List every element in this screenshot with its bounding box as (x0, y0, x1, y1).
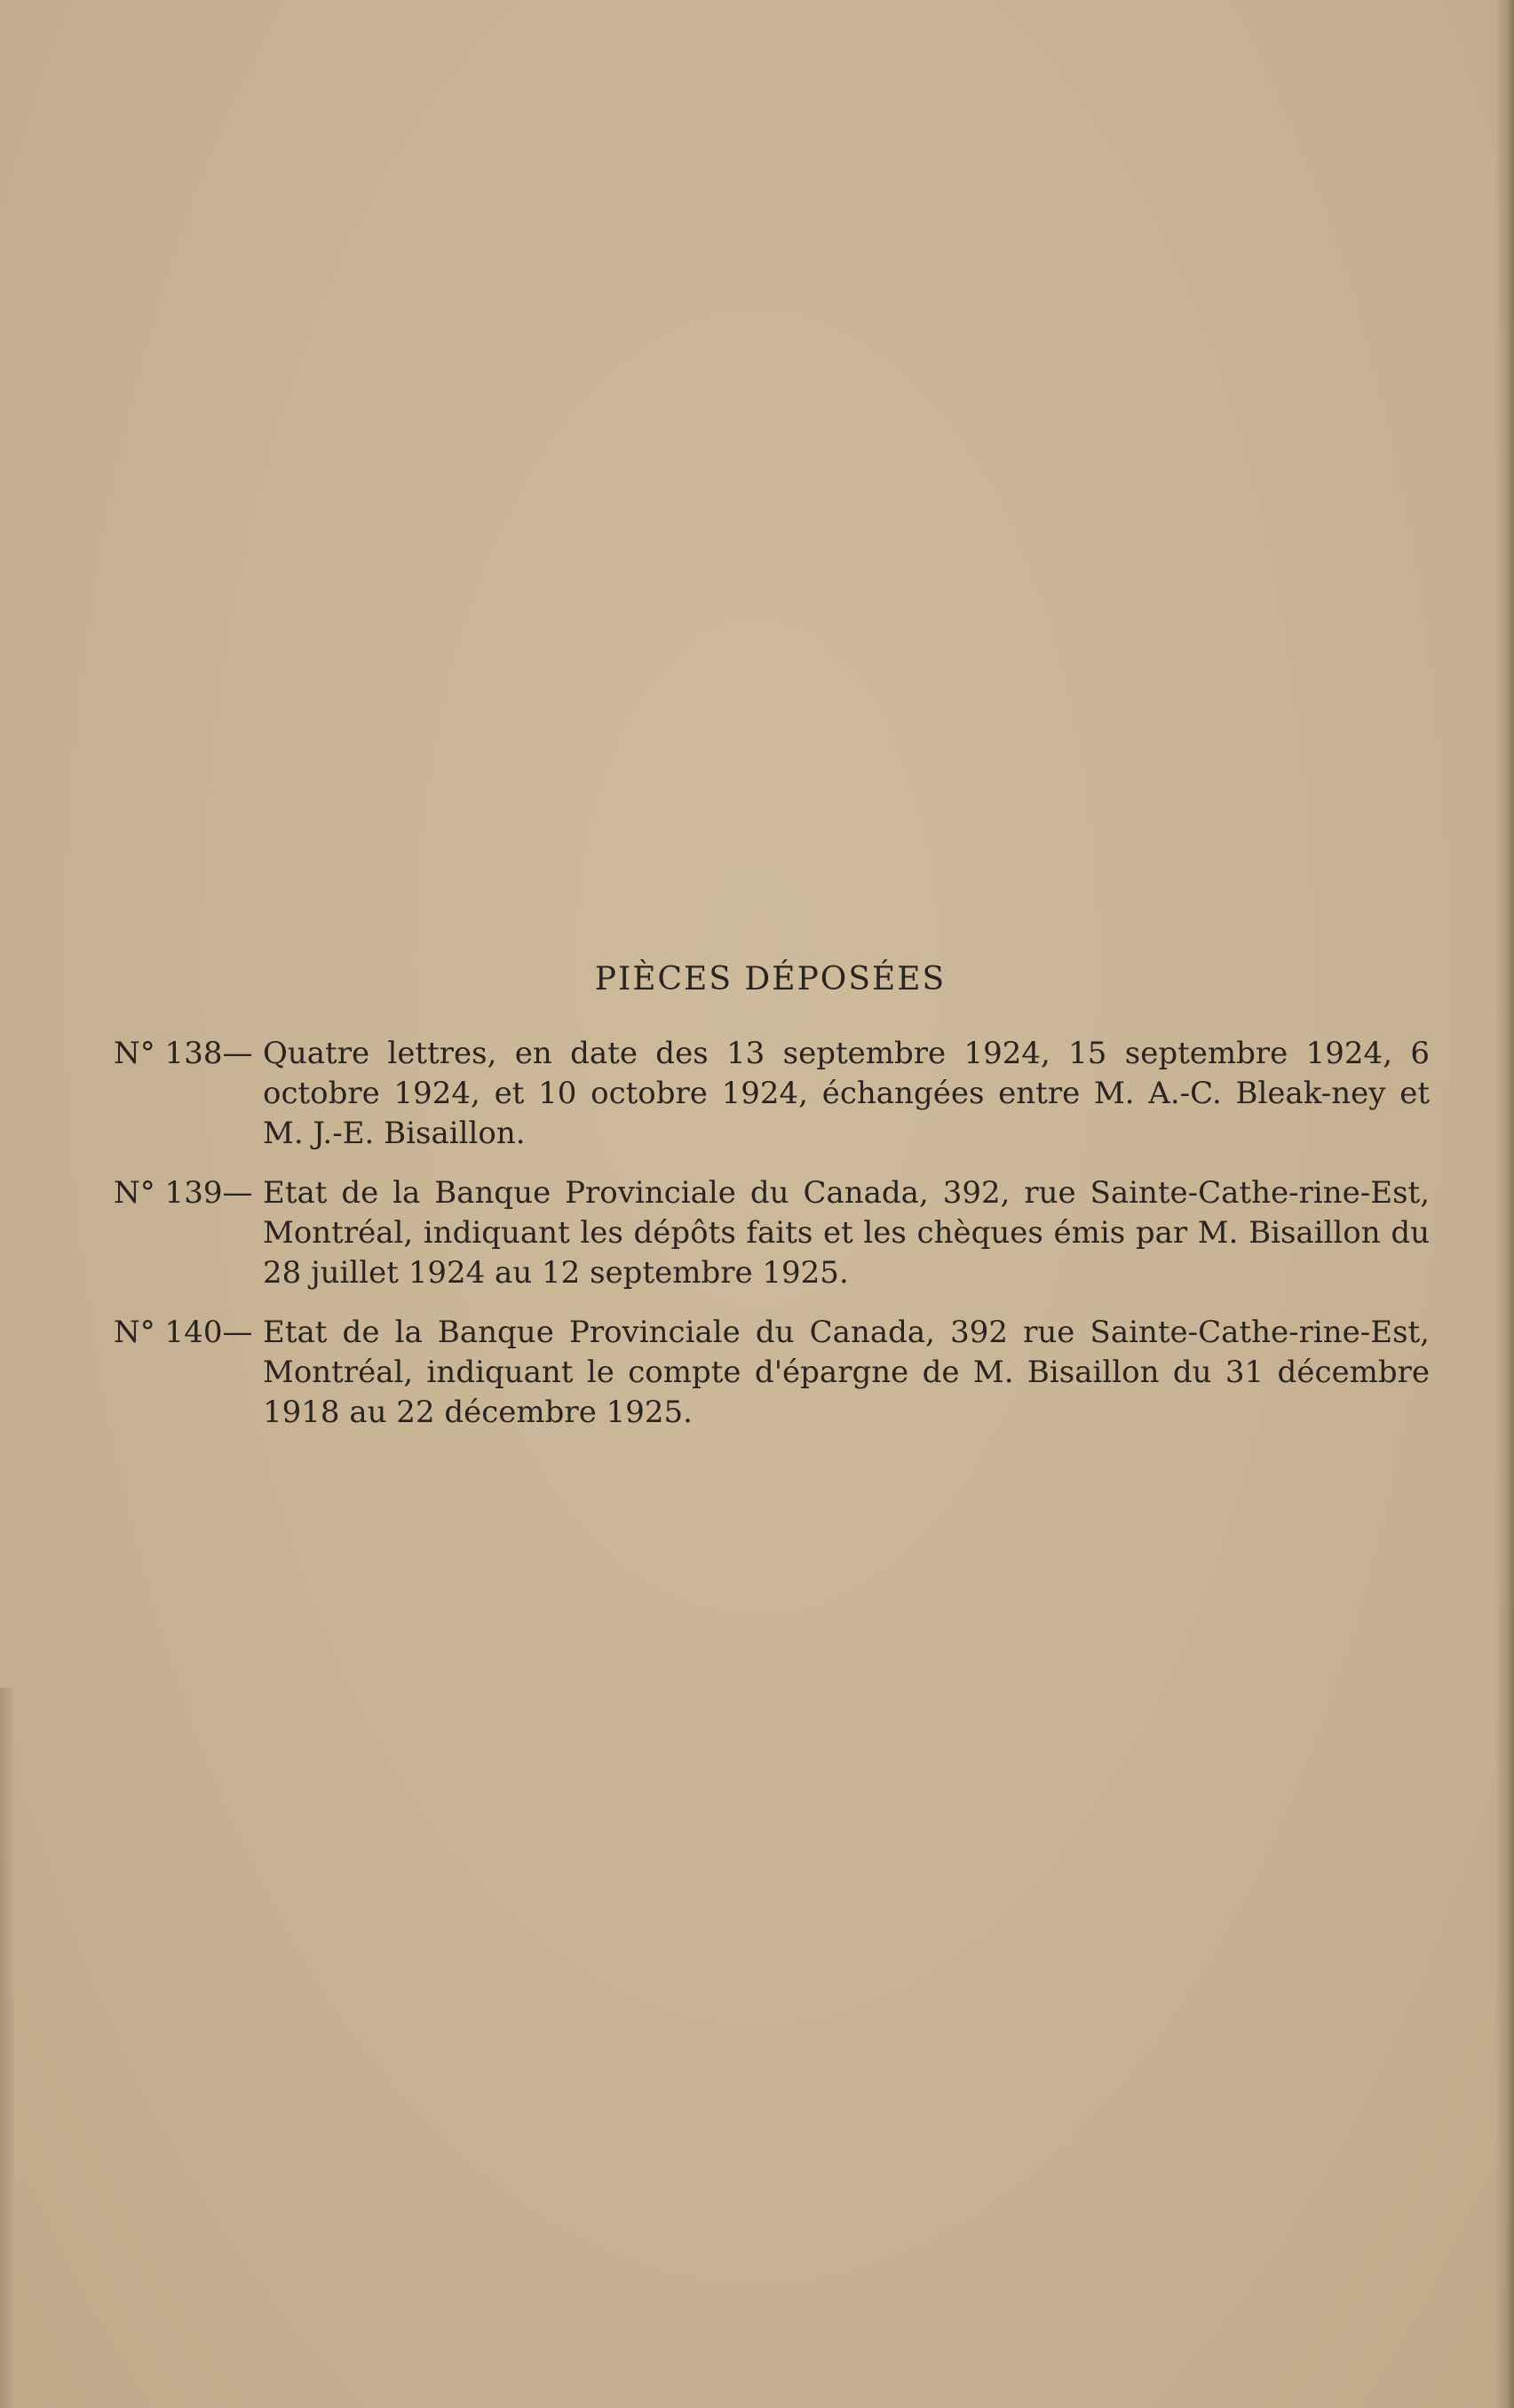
exhibit-number: N° 139— (114, 1175, 253, 1211)
exhibit-entry-139 (114, 1173, 1430, 1293)
section-heading: PIÈCES DÉPOSÉES (594, 961, 947, 997)
exhibit-description: Etat de la Banque Provinciale du Canada, 392, rue Sainte-Cathe-rine-Est, Montréal, indiquant les dépôts faits et les chèques émis par M. Bisaillon du 28 juillet 1924 au 12 septembre 1925. (263, 1175, 1430, 1291)
exhibit-entry-138 (114, 1034, 1430, 1154)
exhibit-number: N° 138— (114, 1036, 253, 1071)
exhibit-number: N° 140— (114, 1315, 253, 1350)
exhibit-description: Quatre lettres, en date des 13 septembre 1924, 15 septembre 1924, 6 octobre 1924, et 10 octobre 1924, échangées entre M. A.-C. Bleak-ney et M. J.-E. Bisaillon. (263, 1036, 1430, 1151)
page-edge-shadow-left (0, 1688, 16, 2408)
exhibits-list (114, 1034, 1430, 1452)
exhibit-entry-140 (114, 1313, 1430, 1433)
page-edge-shadow (1494, 0, 1514, 2408)
exhibit-description: Etat de la Banque Provinciale du Canada, 392 rue Sainte-Cathe-rine-Est, Montréal, indiquant le compte d'épargne de M. Bisaillon du 31 décembre 1918 au 22 décembre 1925. (263, 1315, 1430, 1430)
